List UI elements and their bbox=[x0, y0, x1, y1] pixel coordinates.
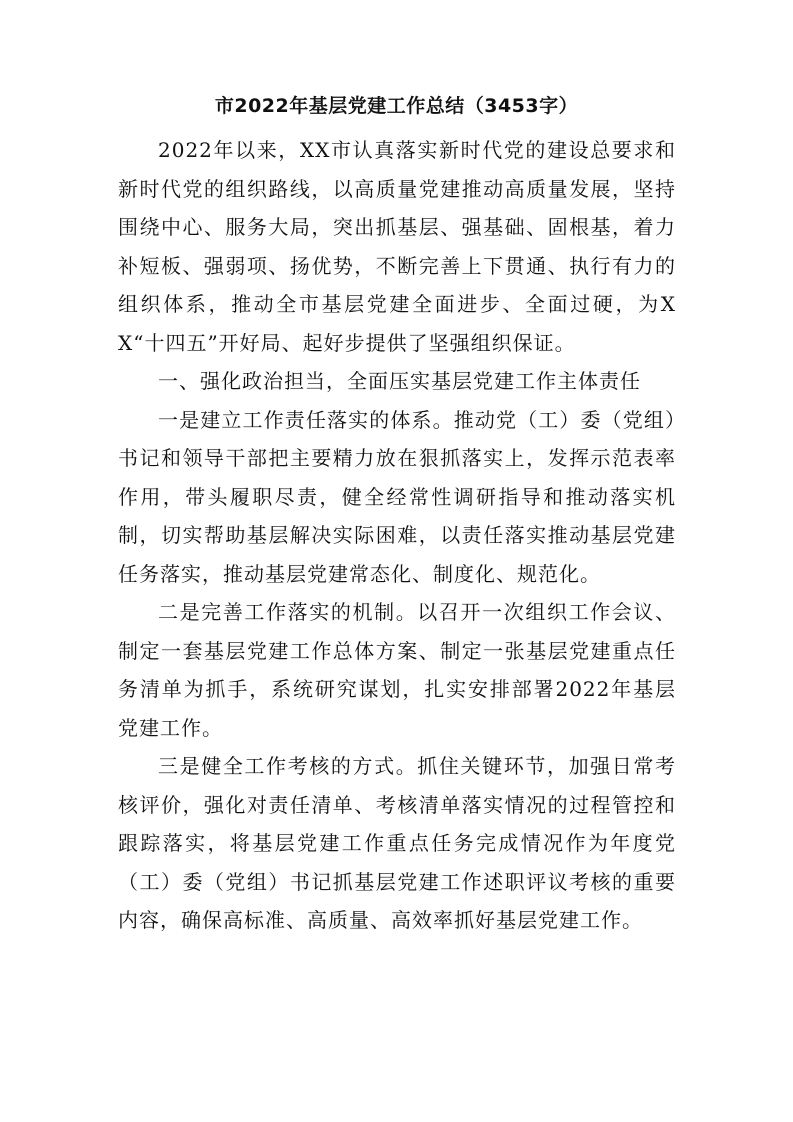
document-body bbox=[118, 131, 676, 940]
paragraph-intro: 2022年以来，XX市认真落实新时代党的建设总要求和新时代党的组织路线，以高质量党建推动高质量发展，坚持围绕中心、服务大局，突出抓基层、强基础、固根基，着力补短板、强弱项、扬优势，不断完善上下贯通、执行有力的组织体系，推动全市基层党建全面进步、全面过硬，为XX“十四五”开好局、起好步提供了坚强组织保证。 bbox=[118, 138, 676, 355]
paragraph-item-3: 三是健全工作考核的方式。抓住关键环节，加强日常考核评价，强化对责任清单、考核清单落实情况的过程管控和跟踪落实，将基层党建工作重点任务完成情况作为年度党（工）委（党组）书记抓基层党建工作述职评议考核的重要内容，确保高标准、高质量、高效率抓好基层党建工作。 bbox=[118, 754, 676, 932]
paragraph-item-2: 二是完善工作落实的机制。以召开一次组织工作会议、制定一套基层党建工作总体方案、制定一张基层党建重点任务清单为抓手，系统研究谋划，扎实安排部署2022年基层党建工作。 bbox=[118, 600, 676, 740]
document-title: 市2022年基层党建工作总结（3453字） bbox=[214, 95, 579, 117]
section-heading-1: 一、强化政治担当，全面压实基层党建工作主体责任 bbox=[158, 369, 641, 393]
paragraph-item-1: 一是建立工作责任落实的体系。推动党（工）委（党组）书记和领导干部把主要精力放在狠抓落实上，发挥示范表率作用，带头履职尽责，健全经常性调研指导和推动落实机制，切实帮助基层解决实际困难，以责任落实推动基层党建任务落实，推动基层党建常态化、制度化、规范化。 bbox=[118, 407, 676, 586]
